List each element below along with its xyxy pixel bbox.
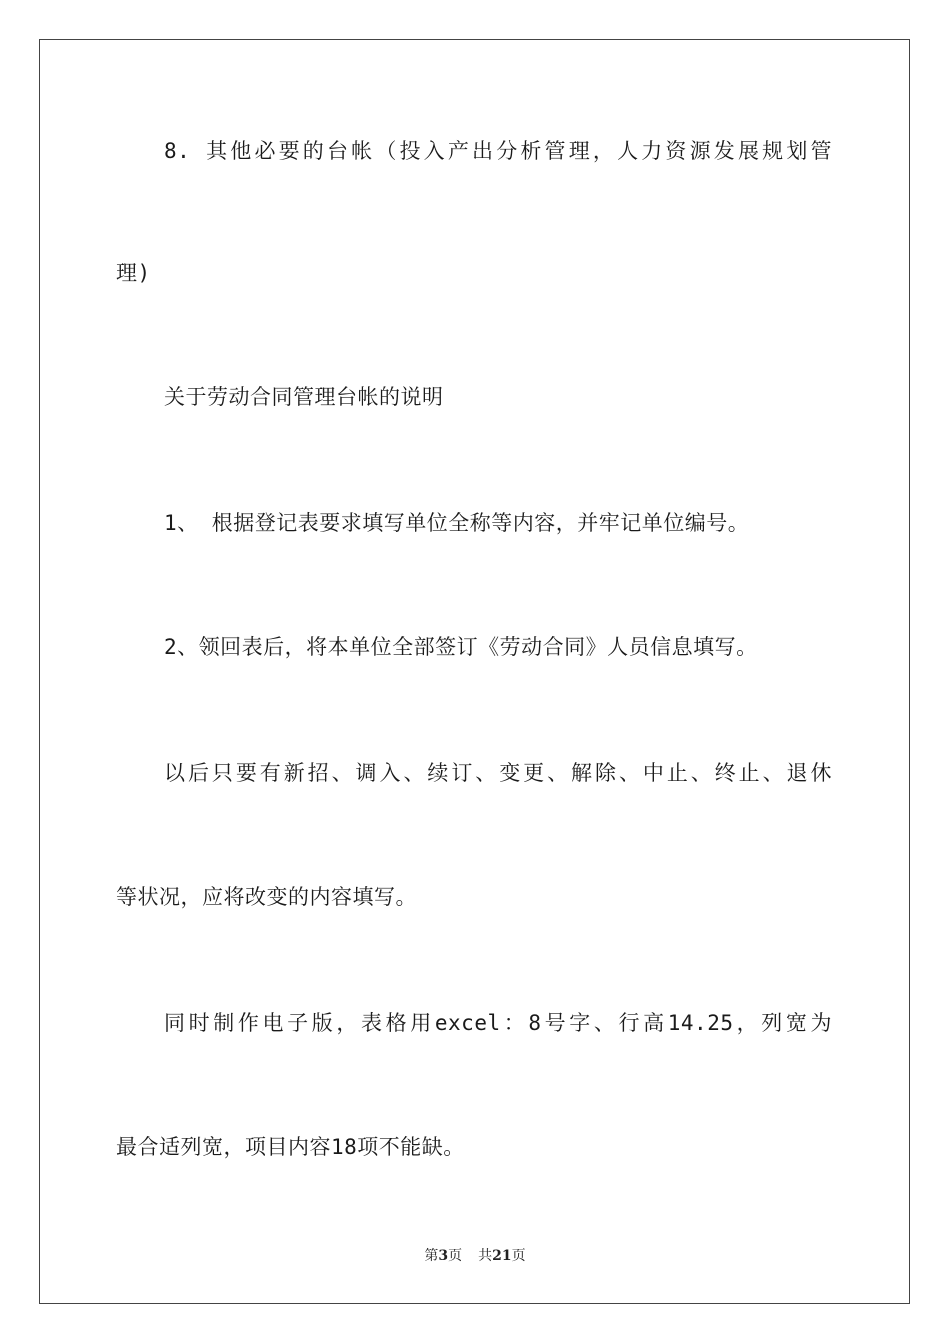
list-item-2: 2、领回表后，将本单位全部签订《劳动合同》人员信息填写。 [164, 635, 758, 659]
footer-page-total: 21 [492, 1248, 512, 1264]
paragraph-8-line-2: 理) [116, 261, 151, 285]
list-item-1: 1、 根据登记表要求填写单位全称等内容，并牢记单位编号。 [164, 511, 750, 535]
paragraph-8-line-1: 8. 其他必要的台帐（投入产出分析管理，人力资源发展规划管 [164, 139, 832, 163]
page-border [39, 39, 910, 1304]
paragraph-3-line-1: 以后只要有新招、调入、续订、变更、解除、中止、终止、退休 [164, 761, 832, 785]
paragraph-4-line-1: 同时制作电子版，表格用excel：8号字、行高14.25，列宽为 [164, 1011, 832, 1035]
footer-page-prefix: 第 [424, 1248, 439, 1264]
section-heading: 关于劳动合同管理台帐的说明 [164, 385, 444, 409]
footer-page-suffix: 页 [448, 1248, 463, 1264]
paragraph-4-line-2: 最合适列宽，项目内容18项不能缺。 [116, 1135, 465, 1159]
page-footer [0, 1246, 950, 1266]
footer-page-current: 3 [438, 1248, 449, 1264]
footer-total-prefix: 共 [478, 1248, 493, 1264]
paragraph-3-line-2: 等状况，应将改变的内容填写。 [116, 885, 417, 909]
footer-total-suffix: 页 [511, 1248, 526, 1264]
